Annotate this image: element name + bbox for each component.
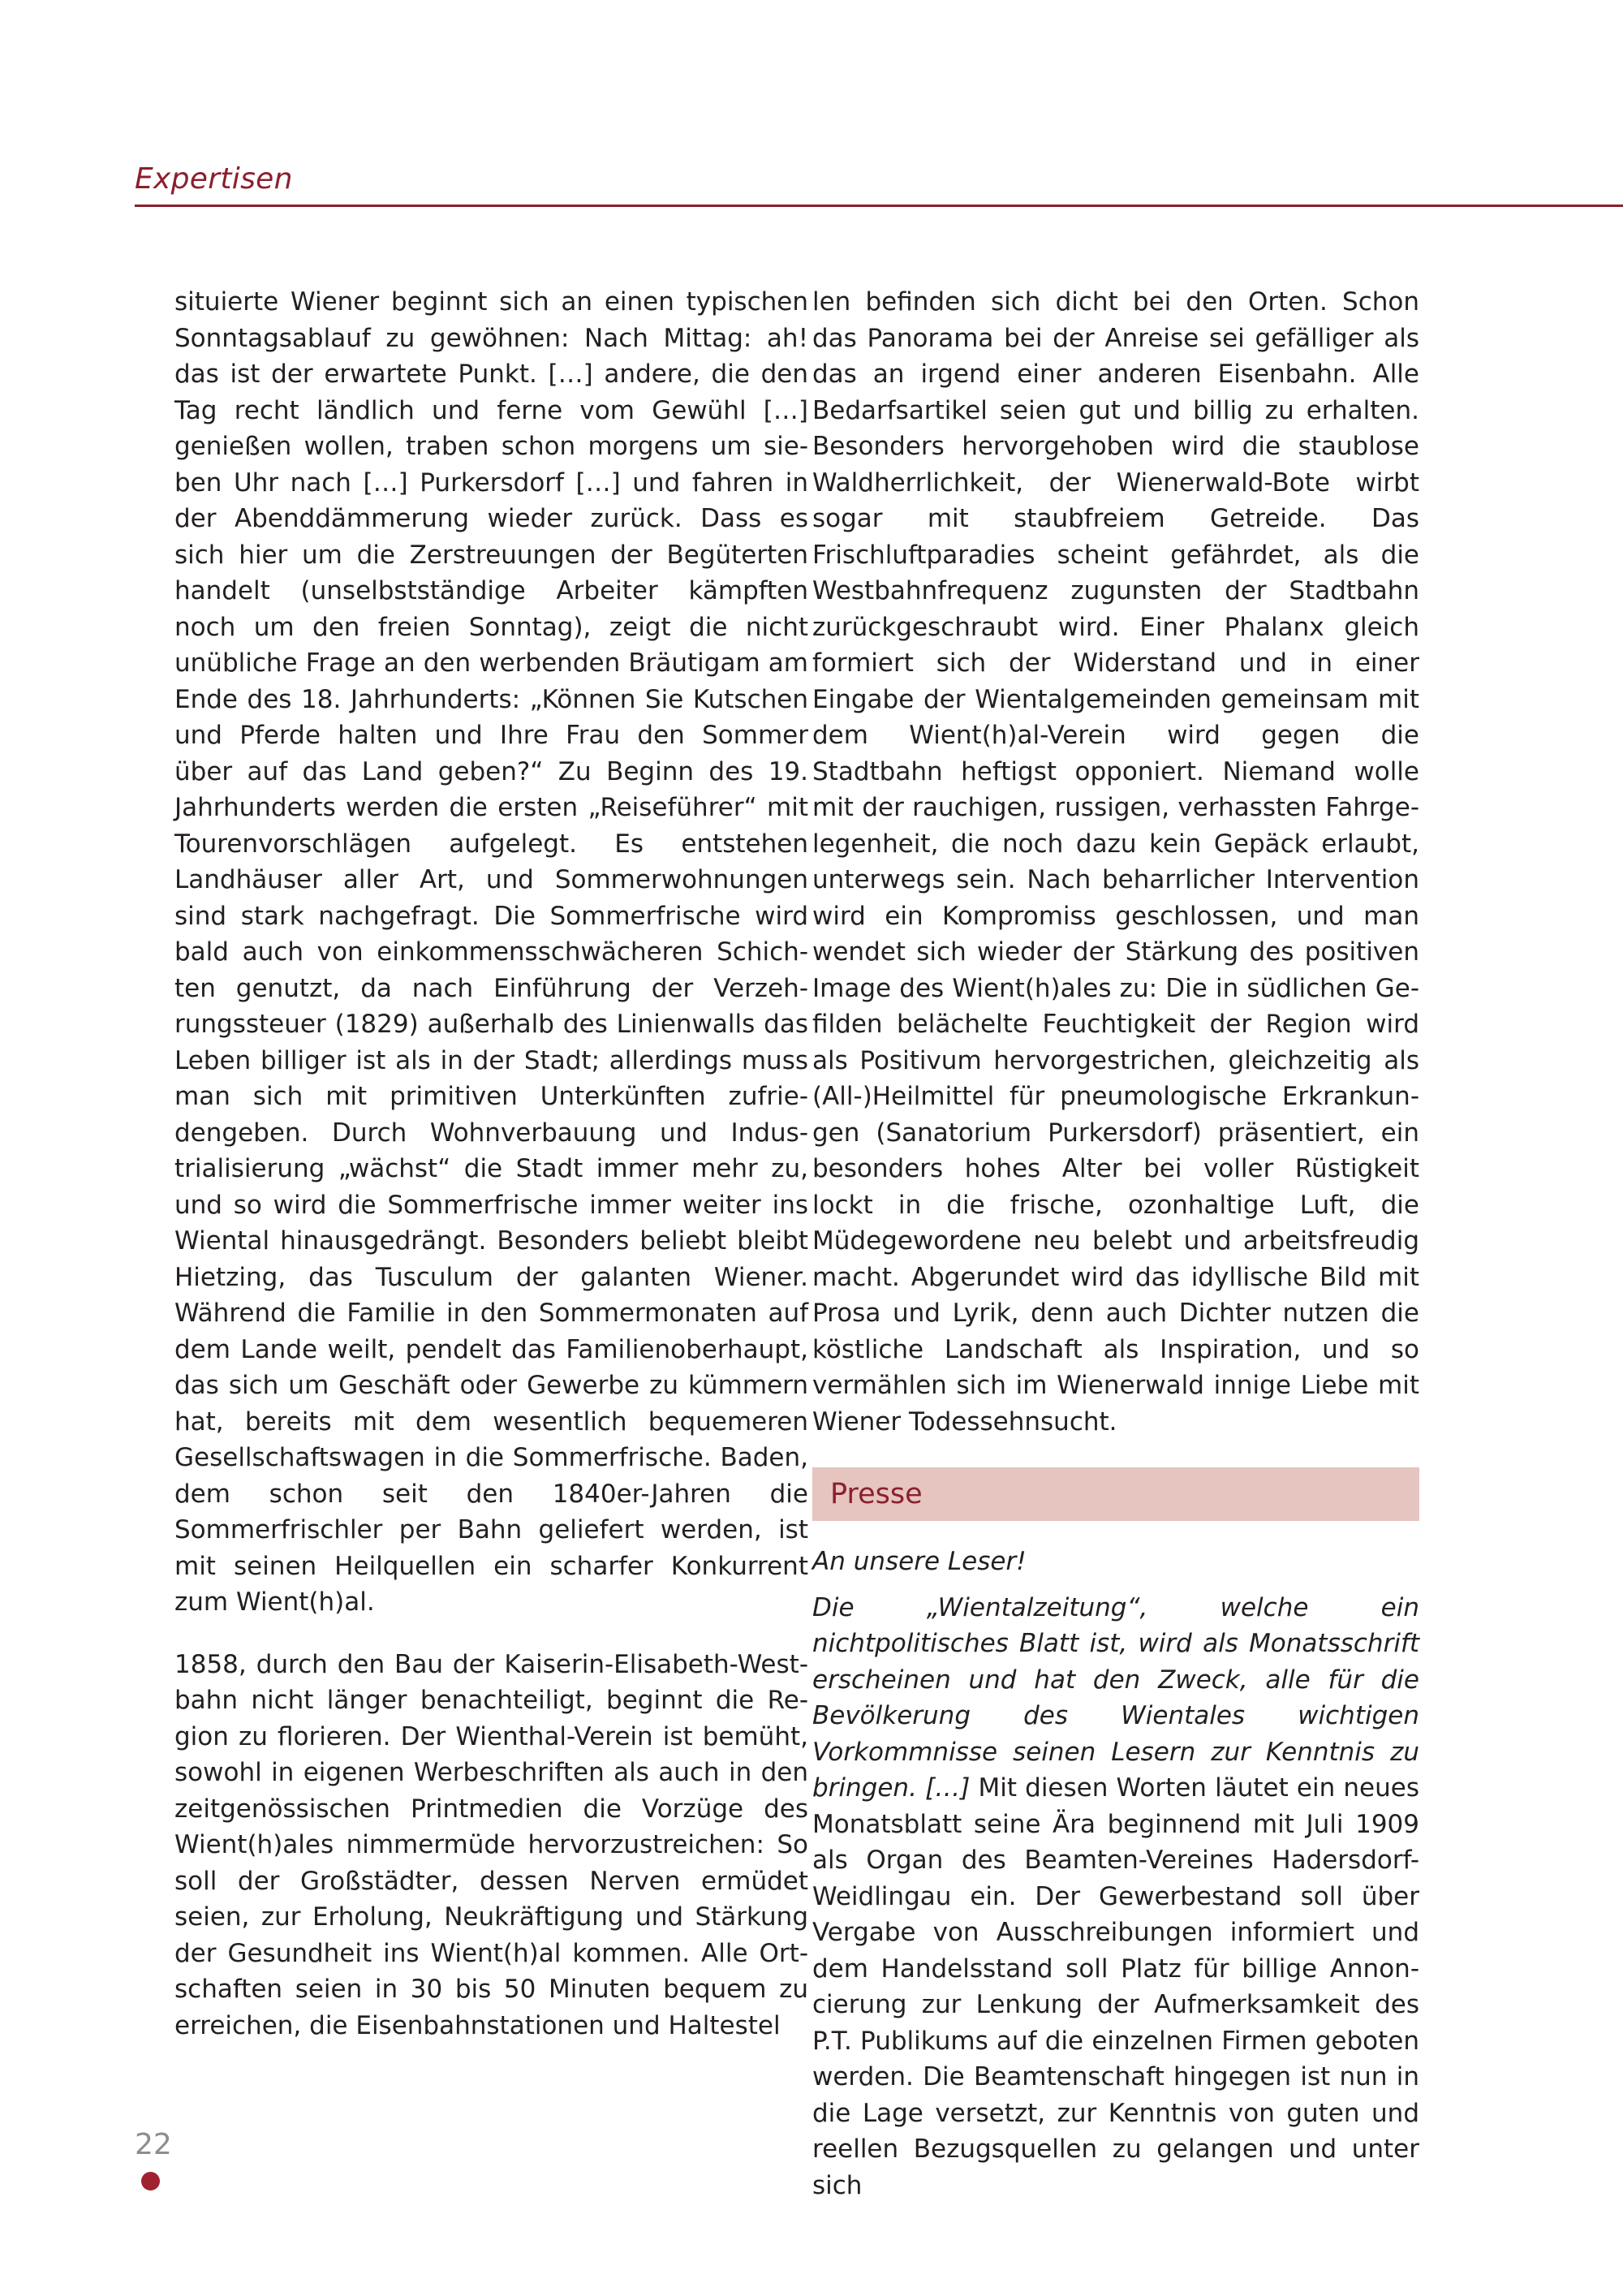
left-column (174, 284, 808, 2044)
right-paragraph-1: len befinden sich dicht bei den Orten. Schon das Panorama bei der Anreise sei gefälliger als das an irgend einer anderen Eisenbahn. Alle Bedarfsartikel seien gut und billig zu erhalten. Besonders hervorgehoben wird die staublose Waldherrlichkeit, der Wienerwald-Bote wirbt sogar mit staubfreiem Getreide. Das Frischluftparadies scheint gefährdet, als die Westbahnfrequenz zugunsten der Stadtbahn zurückgeschraubt wird. Einer Phalanx gleich formiert sich der Widerstand und in einer Eingabe der Wientalgemeinden gemeinsam mit dem Wient(h)al-Verein wird gegen die Stadtbahn heftigst opponiert. Niemand wolle mit der rauchigen, russigen, verhassten Fahrgelegenheit, die noch dazu kein Gepäck erlaubt, unterwegs sein. Nach beharrlicher Intervention wird ein Kompromiss geschlossen, und man wendet sich wieder der Stärkung des positiven Image des Wient(h)ales zu: Die in südlichen Gefilden belächelte Feuchtigkeit der Region wird als Positivum hervorgestrichen, gleichzeitig als (All-)Heilmittel für pneumologische Erkrankungen (Sanatorium Purkersdorf) präsentiert, ein besonders hohes Alter bei voller Rüstigkeit lockt in die frische, ozonhaltige Luft, die Müdegewordene neu belebt und arbeitsfreudig macht. Abgerundet wird das idyllische Bild mit Prosa und Lyrik, denn auch Dichter nutzen die köstliche Landschaft als Inspiration, und so vermählen sich im Wienerwald innige Liebe mit Wiener Todessehnsucht. (812, 287, 1419, 1437)
page-dot-icon (141, 2172, 160, 2190)
press-salutation: An unsere Leser! (812, 1547, 1027, 1576)
section-heading: Presse (830, 1477, 923, 1510)
page-number: 22 (135, 2128, 172, 2161)
right-column (812, 284, 1419, 2203)
section-heading-box (812, 1467, 1419, 1521)
section-label: Expertisen (135, 162, 293, 196)
press-text: Mit diesen Worten läutet ein neues Monatsblatt seine Ära beginnend mit Juli 1909 als Organ des Beamten-Vereines Hadersdorf-Weidlingau ein. Der Gewerbestand soll über Vergabe von Ausschreibungen informiert und dem Handelsstand soll Platz für billige Annoncierung zur Lenkung der Aufmerksamkeit des P.T. Publikums auf die einzelnen Firmen geboten werden. Die Beamtenschaft hingegen ist nun in die Lage versetzt, zur Kenntnis von guten und reellen Bezugsquellen zu gelangen und unter sich (812, 1773, 1419, 2200)
press-paragraph (812, 1590, 1419, 2204)
header-rule (135, 205, 1623, 207)
press-quote: Die „Wientalzeitung“, welche ein nichtpolitisches Blatt ist, wird als Monatsschrift erscheinen und hat den Zweck, alle für die Bevölkerung des Wientales wichtigen Vorkommnisse seinen Lesern zur Kenntnis zu bringen. […] (812, 1592, 1419, 1803)
press-block (812, 1544, 1419, 2203)
left-paragraph-1: situierte Wiener beginnt sich an einen typischen Sonntagsablauf zu gewöhnen: Nach Mittag: ah! das ist der erwartete Punkt. […] andere, die den Tag recht ländlich und ferne vom Gewühl […] genießen wollen, traben schon morgens um sieben Uhr nach […] Purkersdorf […] und fahren in der Abenddämmerung wieder zurück. Dass es sich hier um die Zerstreuungen der Begüterten handelt (unselbstständige Arbeiter kämpften noch um den freien Sonntag), zeigt die nicht unübliche Frage an den werbenden Bräutigam am Ende des 18. Jahrhunderts: „Können Sie Kutschen und Pferde halten und Ihre Frau den Sommer über auf das Land geben?“ Zu Beginn des 19. Jahrhunderts werden die ersten „Reiseführer“ mit Tourenvorschlägen aufgelegt. Es entstehen Landhäuser aller Art, und Sommerwohnungen sind stark nachgefragt. Die Sommerfrische wird bald auch von einkommensschwächeren Schichten genutzt, da nach Einführung der Verzehrungssteuer (1829) außerhalb des Linienwalls das Leben billiger ist als in der Stadt; allerdings muss man sich mit primitiven Unterkünften zufriedengeben. Durch Wohnverbauung und Industrialisierung „wächst“ die Stadt immer mehr zu, und so wird die Sommerfrische immer weiter ins Wiental hinausgedrängt. Besonders beliebt bleibt Hietzing, das Tusculum der galanten Wiener. Während die Familie in den Sommermonaten auf dem Lande weilt, pendelt das Familienoberhaupt, das sich um Geschäft oder Gewerbe zu kümmern hat, bereits mit dem wesentlich bequemeren Gesellschaftswagen in die Sommerfrische. Baden, dem schon seit den 1840er-Jahren die Sommerfrischler per Bahn geliefert werden, ist mit seinen Heilquellen ein scharfer Konkurrent zum Wient(h)al. (174, 287, 808, 1617)
left-paragraph-2: 1858, durch den Bau der Kaiserin-Elisabeth-Westbahn nicht länger benachteiligt, beginnt die Region zu florieren. Der Wienthal-Verein ist bemüht, sowohl in eigenen Werbeschriften als auch in den zeitgenössischen Printmedien die Vorzüge des Wient(h)ales nimmermüde hervorzustreichen: So soll der Großstädter, dessen Nerven ermüdet seien, zur Erholung, Neukräftigung und Stärkung der Gesundheit ins Wient(h)al kommen. Alle Ortschaften seien in 30 bis 50 Minuten bequem zu erreichen, die Eisenbahnstationen und Haltestel (174, 1649, 808, 2040)
